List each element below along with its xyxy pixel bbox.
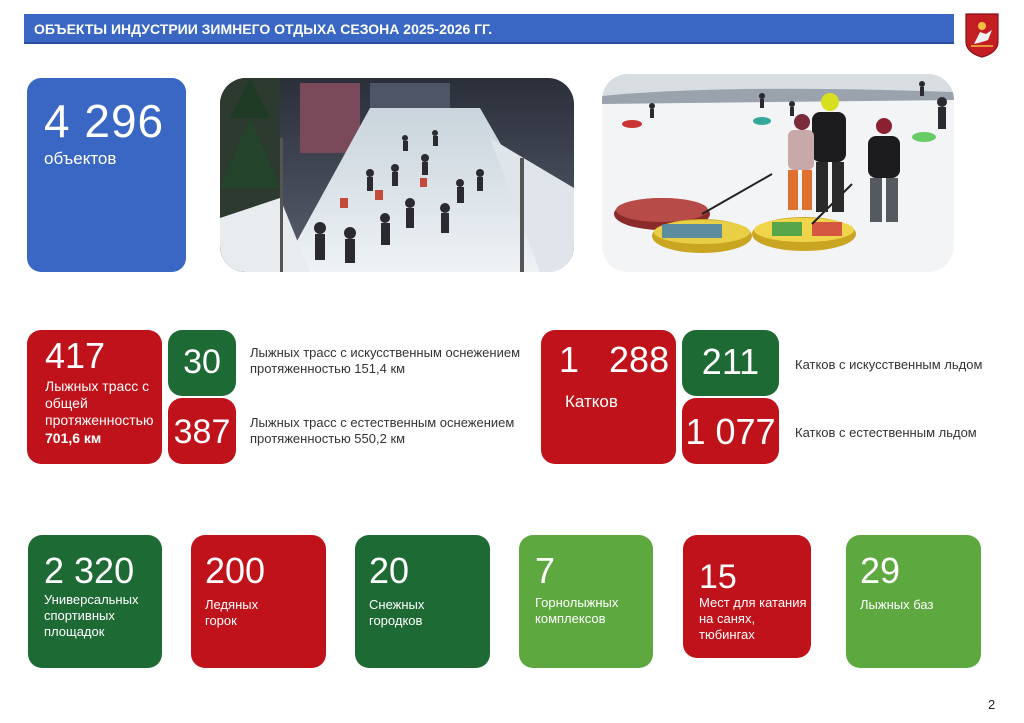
ice-slides-label: Ледяных горок bbox=[205, 597, 259, 628]
rinks-natural-card bbox=[682, 398, 779, 464]
ski-artificial-text: Лыжных трасс с искусственным оснежением протяженностью 151,4 км bbox=[250, 345, 521, 376]
tubing-image bbox=[602, 74, 954, 272]
sledding-places-value: 15 bbox=[699, 558, 737, 596]
moscow-crest-icon bbox=[964, 12, 1000, 58]
ski-resorts-card bbox=[519, 535, 653, 668]
ice-slides-card bbox=[191, 535, 326, 668]
ski-natural-card bbox=[168, 398, 236, 464]
rinks-natural-value: 1 077 bbox=[685, 411, 776, 452]
snow-towns-value: 20 bbox=[369, 550, 410, 591]
ski-artificial-value: 30 bbox=[183, 343, 221, 381]
page-title: ОБЪЕКТЫ ИНДУСТРИИ ЗИМНЕГО ОТДЫХА СЕЗОНА 2025-2026 ГГ. bbox=[24, 14, 954, 44]
ski-natural-value: 387 bbox=[173, 413, 231, 451]
total-objects-value: 4 296 bbox=[44, 95, 165, 147]
rinks-artificial-value: 211 bbox=[701, 341, 760, 382]
ski-resorts-value: 7 bbox=[535, 550, 556, 591]
rinks-value: 1 288 bbox=[559, 339, 670, 380]
sports-grounds-value: 2 320 bbox=[44, 550, 135, 591]
skating-rink-photo bbox=[220, 78, 574, 272]
rinks-natural-text: Катков с естественным льдом bbox=[795, 425, 977, 440]
skating-rink-image bbox=[220, 78, 574, 272]
total-objects-card bbox=[27, 78, 186, 272]
ski-bases-value: 29 bbox=[860, 550, 901, 591]
sports-grounds-label: Универсальных спортивных площадок bbox=[44, 592, 139, 639]
rinks-card bbox=[541, 330, 676, 464]
rinks-artificial-text: Катков с искусственным льдом bbox=[795, 357, 983, 372]
total-objects-label: объектов bbox=[44, 149, 117, 168]
ice-slides-value: 200 bbox=[205, 550, 266, 591]
ski-trails-card bbox=[27, 330, 162, 464]
ski-trails-value: 417 bbox=[45, 335, 106, 376]
sledding-places-label: Мест для катания на санях, тюбингах bbox=[699, 595, 807, 642]
ski-trails-length: 701,6 км bbox=[45, 430, 102, 446]
sports-grounds-card bbox=[28, 535, 162, 668]
rinks-label: Катков bbox=[565, 392, 618, 411]
rinks-artificial-card bbox=[682, 330, 779, 396]
sledding-places-card bbox=[683, 535, 811, 658]
ski-bases-label: Лыжных баз bbox=[860, 597, 934, 612]
ski-bases-card bbox=[846, 535, 981, 668]
snow-towns-label: Снежных городков bbox=[369, 597, 425, 628]
ski-resorts-label: Горнолыжных комплексов bbox=[535, 595, 619, 626]
snow-towns-card bbox=[355, 535, 490, 668]
ski-natural-text: Лыжных трасс с естественным оснежением протяженностью 550,2 км bbox=[250, 415, 515, 446]
page-number: 2 bbox=[988, 697, 996, 712]
ski-artificial-card bbox=[168, 330, 236, 396]
tubing-photo bbox=[602, 74, 954, 272]
ski-trails-label: Лыжных трасс с общей протяженностью bbox=[45, 378, 154, 428]
